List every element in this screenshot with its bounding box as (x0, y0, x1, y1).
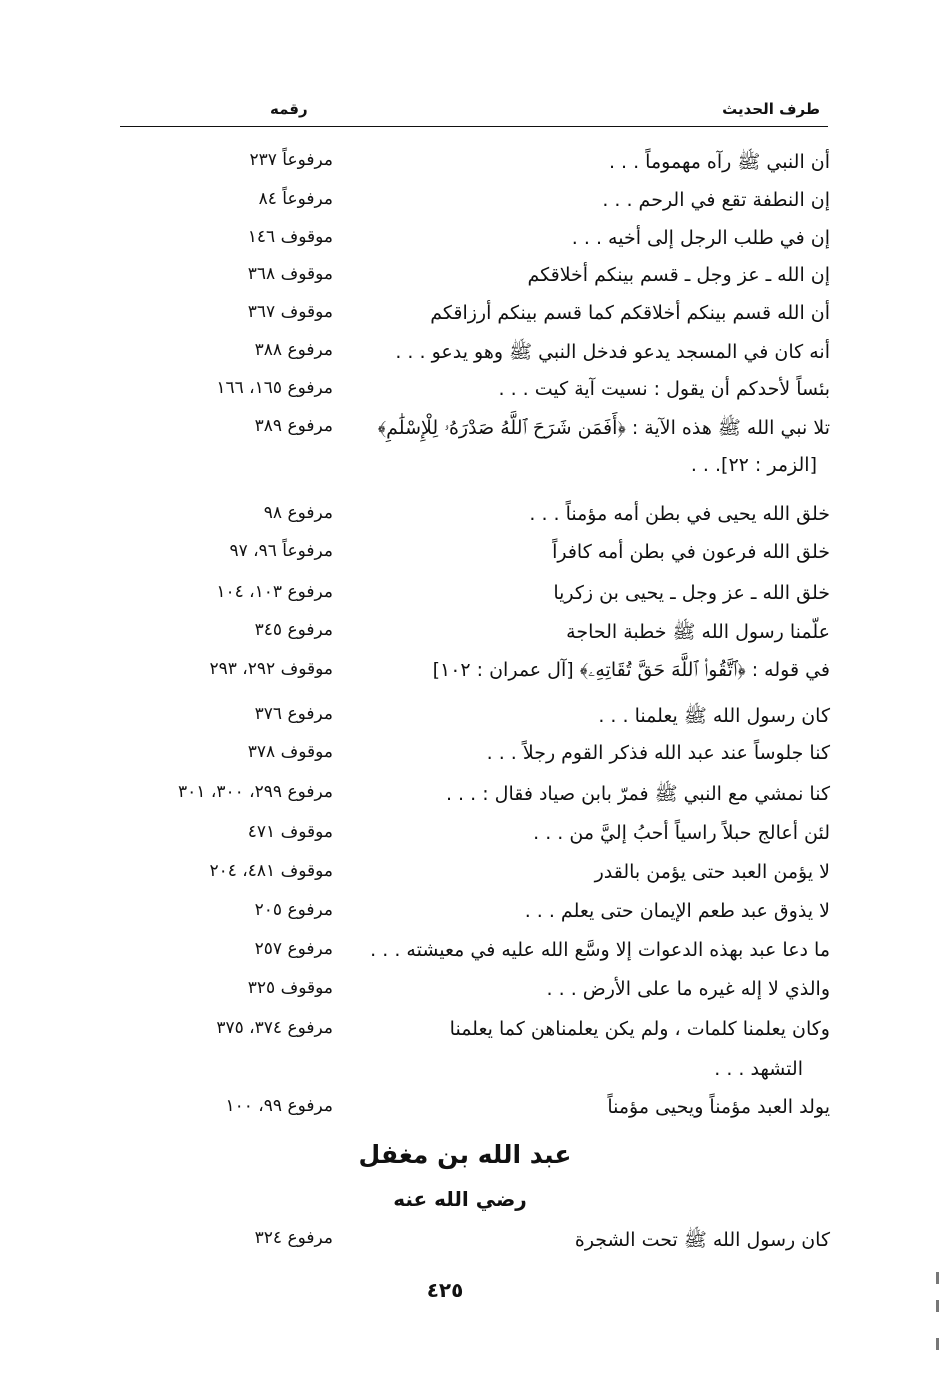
index-row (0, 1228, 945, 1258)
hadith-incipit: كنا جلوساً عند عبد الله فذكر القوم رجلاً . . . (486, 742, 830, 764)
scan-edge-mark (936, 1338, 939, 1350)
hadith-reference: مرفوع ١٦٥، ١٦٦ (216, 378, 333, 398)
header-rule (120, 126, 828, 127)
hadith-reference: موقوف ٢٩٢، ٢٩٣ (209, 659, 333, 679)
index-row-continuation (0, 454, 945, 484)
index-row-continuation (0, 1058, 945, 1088)
hadith-reference: موقوف ٣٧٨ (247, 742, 333, 762)
hadith-incipit: خلق الله ـ عز وجل ـ يحيى بن زكريا (553, 582, 830, 604)
hadith-incipit: لئن أعالج حبلاً راسياً أحبُ إليَّ من . . . (533, 822, 830, 844)
index-row (0, 861, 945, 891)
hadith-reference: موقوف ٤٧١ (247, 822, 333, 842)
hadith-reference: مرفوع ٣٧٦ (254, 704, 333, 724)
index-row (0, 1018, 945, 1048)
index-row (0, 822, 945, 852)
hadith-reference: موقوف ٣٢٥ (247, 978, 333, 998)
hadith-incipit: تلا نبي الله ﷺ هذه الآية : ﴿أَفَمَن شَرَحَ ٱللَّهُ صَدْرَهُۥ لِلْإِسْلَٰمِ﴾ (377, 417, 830, 439)
hadith-incipit: خلق الله يحيى في بطن أمه مؤمناً . . . (529, 503, 830, 525)
hadith-incipit: كان رسول الله ﷺ تحت الشجرة (574, 1229, 830, 1251)
index-row (0, 782, 945, 812)
hadith-reference: موقوف ١٤٦ (247, 227, 333, 247)
hadith-incipit: علّمنا رسول الله ﷺ خطبة الحاجة (566, 621, 830, 643)
hadith-incipit: أنه كان في المسجد يدعو فدخل النبي ﷺ وهو يدعو . . . (395, 341, 830, 363)
hadith-reference: مرفوع ٢٠٥ (254, 900, 333, 920)
index-row (0, 189, 945, 219)
hadith-reference: مرفوعاً ٩٦، ٩٧ (229, 541, 333, 561)
index-row (0, 541, 945, 571)
hadith-incipit: إن في طلب الرجل إلى أخيه . . . (571, 227, 830, 249)
index-row (0, 620, 945, 650)
hadith-column-header: طرف الحديث (722, 100, 820, 118)
hadith-reference: موقوف ٤٨١، ٢٠٤ (209, 861, 333, 881)
index-row (0, 939, 945, 969)
hadith-incipit-continued: [الزمر : ٢٢]. . . (690, 454, 817, 476)
column-headers (120, 100, 828, 124)
index-row (0, 900, 945, 930)
section-title: عبد الله بن مغفل (358, 1140, 572, 1169)
hadith-reference: مرفوعاً ٢٣٧ (249, 150, 333, 170)
number-column-header: رقمه (270, 100, 308, 118)
hadith-reference: مرفوع ٣٢٤ (254, 1228, 333, 1248)
hadith-incipit: كنا نمشي مع النبي ﷺ فمرّ بابن صياد فقال : . . . (445, 783, 830, 805)
hadith-incipit: في قوله : ﴿ٱتَّقُوا۟ ٱللَّهَ حَقَّ تُقَاتِهِۦ﴾ [آل عمران : ١٠٢] (432, 659, 830, 681)
hadith-incipit: إن النطفة تقع في الرحم . . . (602, 189, 830, 211)
index-row (0, 227, 945, 257)
index-row (0, 742, 945, 772)
hadith-reference: مرفوع ٣٤٥ (254, 620, 333, 640)
hadith-incipit: أن النبي ﷺ رآه مهموماً . . . (608, 151, 830, 173)
hadith-incipit: كان رسول الله ﷺ يعلمنا . . . (598, 705, 830, 727)
index-row (0, 416, 945, 446)
hadith-incipit: إن الله ـ عز وجل ـ قسم بينكم أخلاقكم (527, 264, 830, 286)
hadith-incipit: ما دعا عبد بهذه الدعوات إلا وسَّع الله عليه في معيشته . . . (370, 939, 830, 961)
scan-edge-mark (936, 1300, 939, 1312)
index-row (0, 1096, 945, 1126)
hadith-incipit: والذي لا إله غيره ما على الأرض . . . (546, 978, 830, 1000)
index-row (0, 503, 945, 533)
hadith-reference: مرفوع ٣٧٤، ٣٧٥ (216, 1018, 333, 1038)
index-row (0, 378, 945, 408)
hadith-incipit: بئساً لأحدكم أن يقول : نسيت آية كيت . . . (498, 378, 830, 400)
index-row (0, 302, 945, 332)
hadith-reference: مرفوع ٩٩، ١٠٠ (225, 1096, 333, 1116)
hadith-reference: مرفوع ١٠٣، ١٠٤ (216, 582, 333, 602)
hadith-incipit: وكان يعلمنا كلمات ، ولم يكن يعلمناهن كما يعلمنا (449, 1018, 830, 1040)
page-number: ٤٢٥ (426, 1278, 464, 1302)
hadith-reference: مرفوع ٣٨٨ (254, 340, 333, 360)
hadith-incipit: لا يؤمن العبد حتى يؤمن بالقدر (594, 861, 830, 883)
index-row (0, 264, 945, 294)
hadith-incipit: خلق الله فرعون في بطن أمه كافراً (552, 541, 830, 563)
hadith-reference: مرفوعاً ٨٤ (258, 189, 333, 209)
index-row (0, 150, 945, 180)
index-row (0, 340, 945, 370)
hadith-reference: مرفوع ٣٨٩ (254, 416, 333, 436)
section-subtitle: رضي الله عنه (393, 1187, 527, 1211)
hadith-reference: مرفوع ٩٨ (263, 503, 333, 523)
index-row (0, 704, 945, 734)
hadith-reference: مرفوع ٢٥٧ (254, 939, 333, 959)
hadith-incipit: لا يذوق عبد طعم الإيمان حتى يعلم . . . (524, 900, 830, 922)
hadith-incipit: أن الله قسم بينكم أخلاقكم كما قسم بينكم أرزاقكم (430, 302, 830, 324)
hadith-incipit: يولد العبد مؤمناً ويحيى مؤمناً (607, 1096, 830, 1118)
hadith-reference: موقوف ٣٦٨ (247, 264, 333, 284)
hadith-reference: موقوف ٣٦٧ (247, 302, 333, 322)
scan-edge-mark (936, 1272, 939, 1284)
index-row (0, 978, 945, 1008)
hadith-incipit-continued: التشهد . . . (714, 1058, 803, 1080)
index-row (0, 659, 945, 689)
index-row (0, 582, 945, 612)
hadith-reference: مرفوع ٢٩٩، ٣٠٠، ٣٠١ (178, 782, 333, 802)
